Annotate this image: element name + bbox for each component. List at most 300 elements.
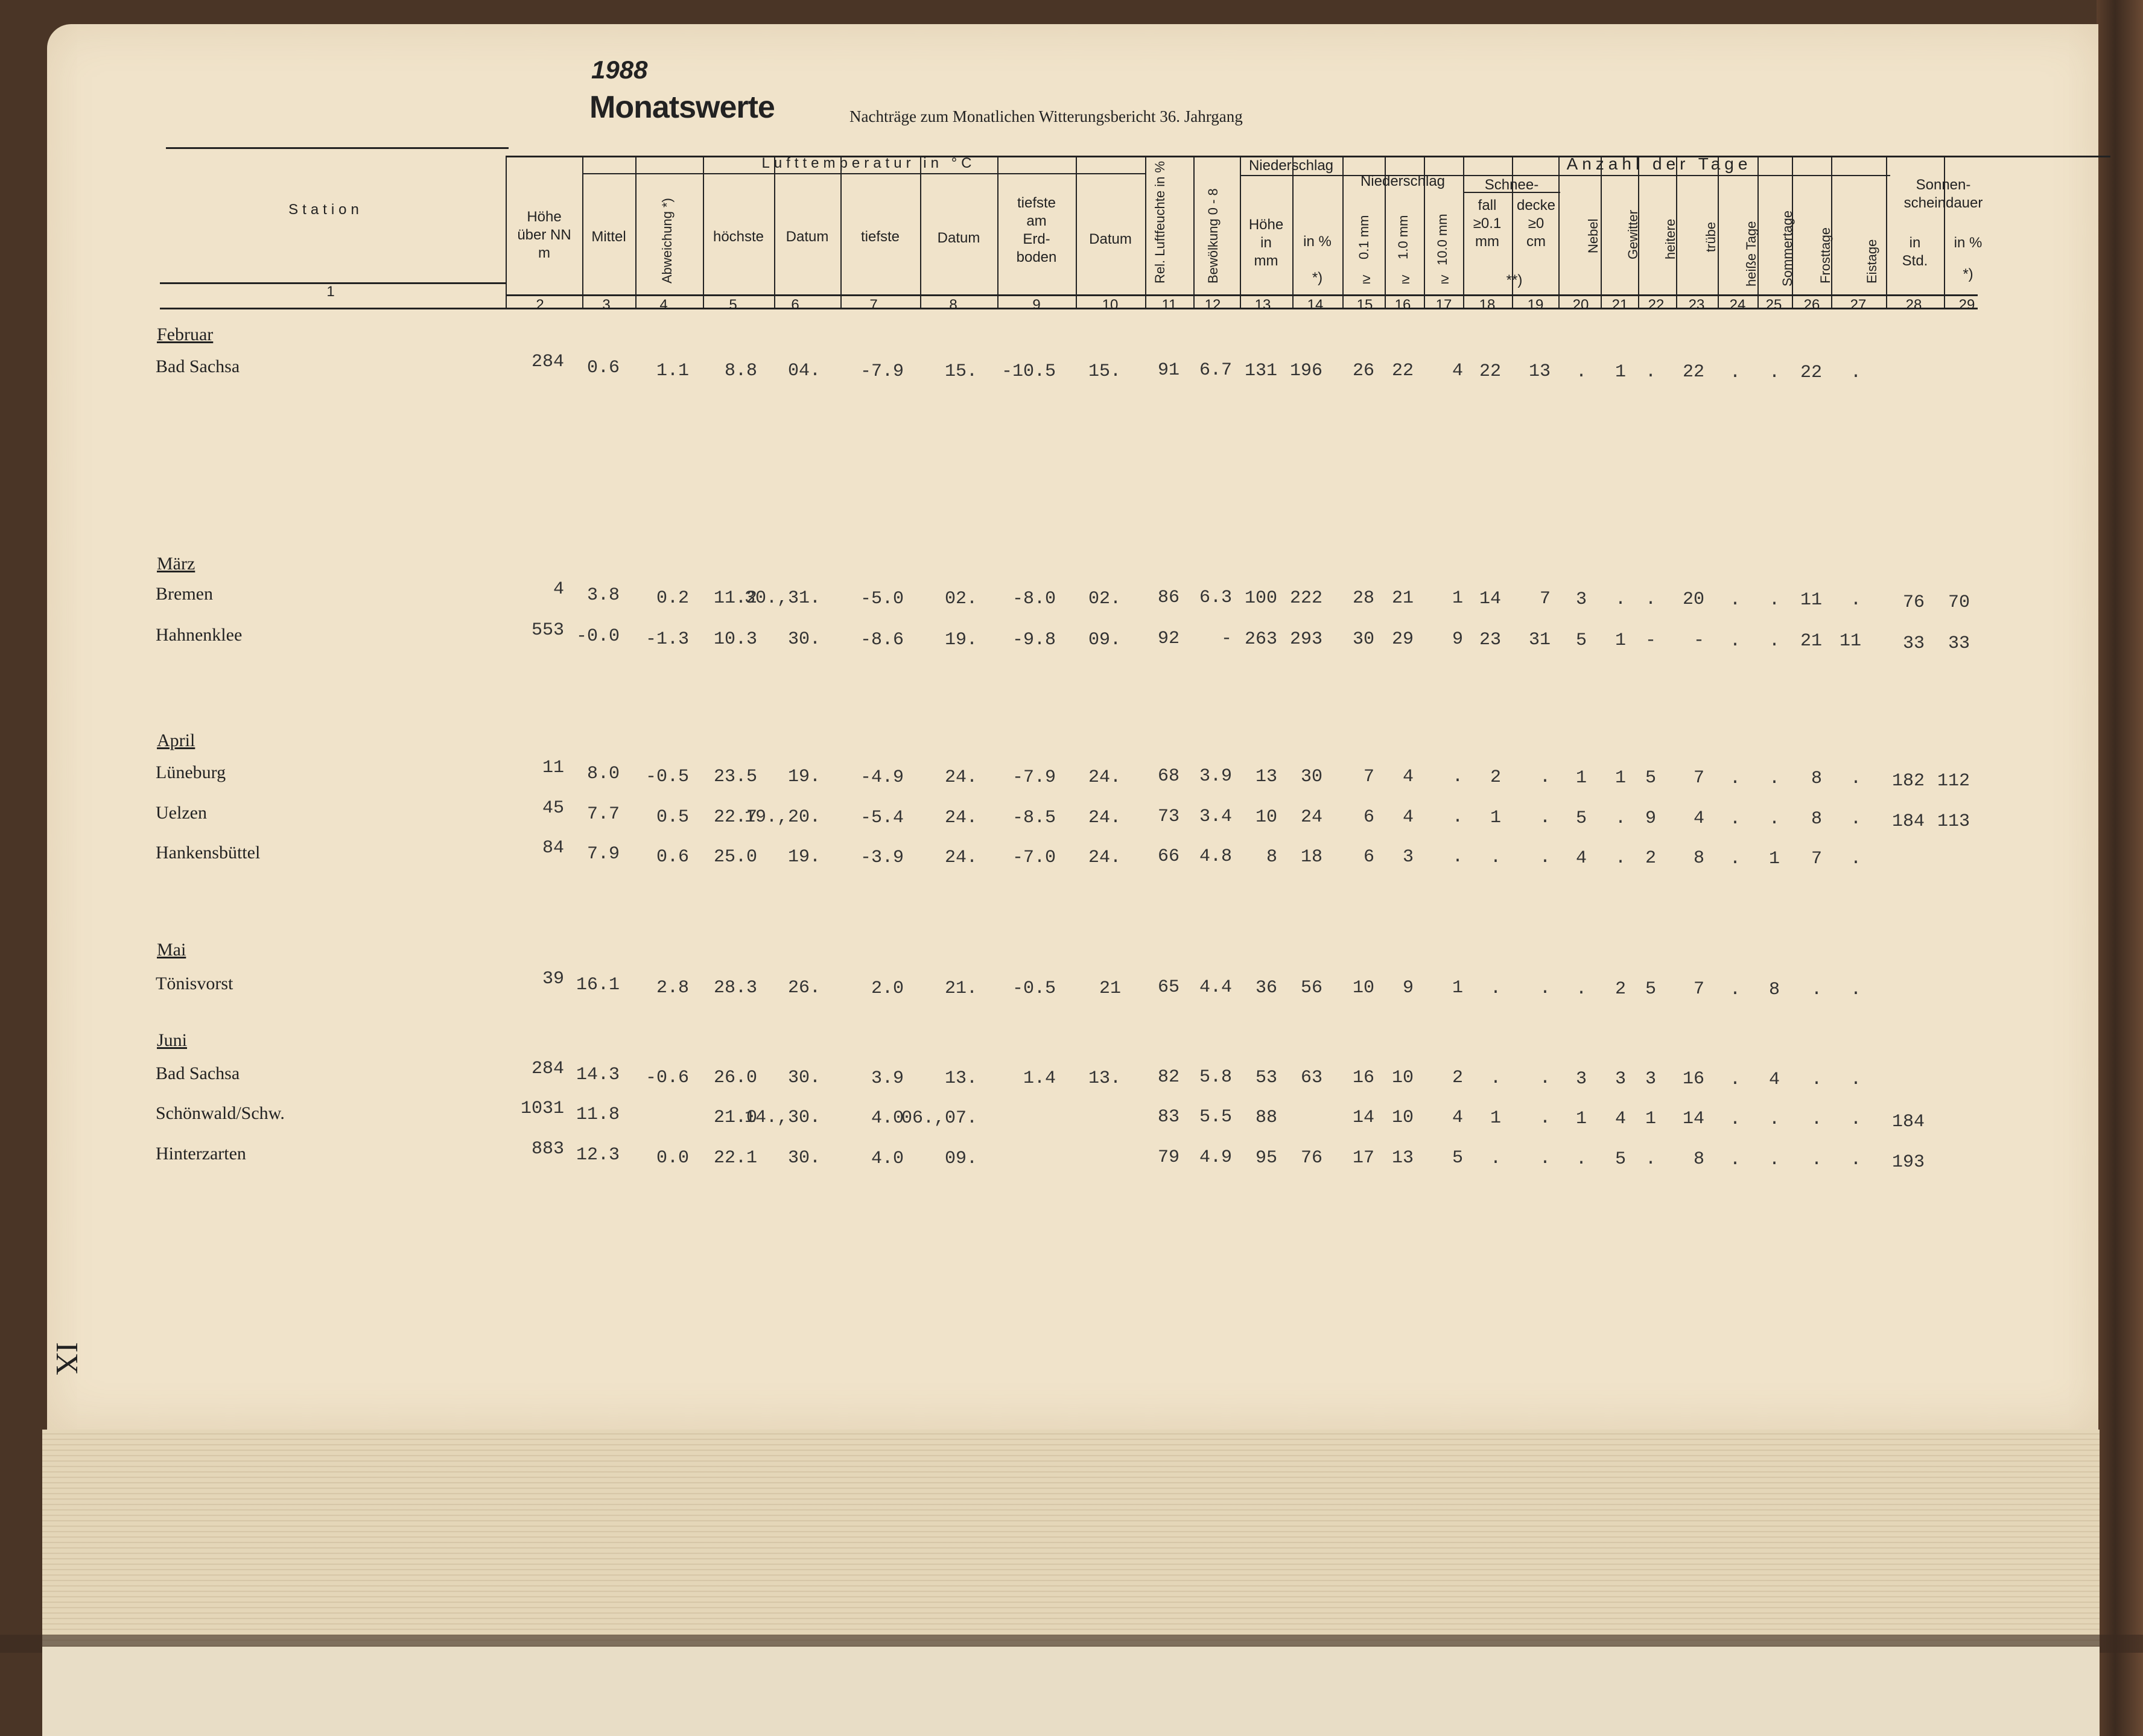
table-cell: 45: [542, 798, 564, 819]
table-cell: 36: [1255, 978, 1277, 998]
month-heading-mai: Mai: [157, 940, 186, 960]
table-cell: 76: [1902, 592, 1925, 613]
table-cell: .: [1850, 590, 1861, 610]
table-cell: .: [1811, 1150, 1822, 1170]
page-edges: [42, 1430, 2100, 1647]
table-cell: 1.1: [656, 361, 689, 381]
table-cell: 14.3: [576, 1065, 620, 1085]
table-cell: 3.9: [1199, 766, 1232, 787]
table-cell: 14: [1682, 1109, 1704, 1129]
table-cell: -: [1645, 630, 1656, 651]
table-cell: 4.0: [871, 1108, 904, 1129]
table-cell: 22.7: [713, 807, 757, 828]
table-cell: 182: [1891, 771, 1925, 791]
column-number-11: 11: [1161, 297, 1177, 313]
frosttage-header: Frosttage: [1818, 227, 1833, 284]
column-number-22: 22: [1648, 297, 1665, 313]
column-number-18: 18: [1479, 297, 1496, 313]
table-cell: 7: [1363, 767, 1374, 787]
table-cell: 1: [1614, 630, 1626, 651]
table-cell: 19.: [944, 630, 977, 650]
table-cell: 30.: [787, 629, 821, 650]
rel-luftfeuchte-header: Rel. Luftfeuchte in %: [1152, 160, 1167, 284]
column-number-25: 25: [1765, 297, 1782, 313]
column-number-24: 24: [1729, 297, 1746, 313]
table-cell: 284: [531, 352, 564, 372]
hoehe-header: Höhe über NN m: [517, 209, 571, 261]
table-cell: 30.: [787, 1068, 821, 1088]
temp-group-rule: [582, 173, 1145, 174]
table-cell: .: [1729, 849, 1741, 869]
column-number-29: 29: [1958, 297, 1975, 313]
sommertage-header: Sommertage: [1780, 211, 1795, 287]
tiefste-header: tiefste: [860, 229, 900, 245]
table-cell: 883: [531, 1139, 564, 1159]
table-cell: 8: [1693, 848, 1704, 869]
sonnen-header: Sonnen- scheindauer: [1903, 177, 1983, 211]
table-cell: .: [1645, 1149, 1656, 1170]
station-header: Station: [288, 201, 363, 218]
column-number-7: 7: [869, 297, 878, 313]
table-cell: 19.: [787, 767, 821, 787]
table-cell: 0.2: [656, 588, 689, 609]
table-cell: .: [1811, 980, 1822, 1000]
table-cell: 5: [1614, 1149, 1626, 1170]
ns-hoehe-header: Höhe in mm: [1248, 217, 1284, 269]
table-cell: 11: [542, 758, 564, 778]
table-cell: -0.5: [645, 767, 689, 787]
table-cell: .: [1729, 1150, 1741, 1170]
table-cell: 24.: [1088, 767, 1121, 788]
column-number-19: 19: [1527, 297, 1544, 313]
table-cell: 28: [1352, 588, 1374, 609]
table-cell: .: [1768, 768, 1780, 789]
table-cell: 06.,07.: [901, 1108, 977, 1129]
table-cell: 86: [1157, 588, 1179, 608]
station-name: Hankensbüttel: [156, 843, 261, 863]
table-cell: 30: [1352, 629, 1374, 650]
ns-group-rule: [1240, 175, 1342, 176]
table-cell: 13.: [1088, 1068, 1121, 1089]
table-cell: 4: [1614, 1109, 1626, 1129]
table-cell: 4.4: [1199, 977, 1232, 998]
table-cell: 24: [1300, 807, 1322, 828]
heisse-tage-header: heiße Tage: [1744, 221, 1759, 287]
table-cell: -9.8: [1012, 630, 1056, 650]
table-cell: 3: [1614, 1069, 1626, 1089]
table-cell: .: [1768, 1109, 1780, 1130]
table-cell: .: [1850, 1109, 1861, 1130]
table-cell: 4.0: [871, 1148, 904, 1169]
column-number-20: 20: [1572, 297, 1589, 313]
table-cell: 79: [1157, 1147, 1179, 1168]
table-cell: 4.8: [1199, 846, 1232, 867]
table-cell: 11.2: [713, 588, 757, 609]
book-cover-edge: [2097, 0, 2143, 1736]
column-number-27: 27: [1850, 297, 1867, 313]
table-cell: 09.: [1088, 630, 1121, 650]
table-cell: 131: [1244, 361, 1277, 381]
table-cell: 184: [1891, 811, 1925, 832]
table-cell: 21: [1391, 588, 1414, 609]
table-cell: -4.9: [860, 767, 904, 788]
table-cell: 9: [1452, 629, 1463, 650]
table-cell: 1: [1614, 362, 1626, 382]
table-cell: 293: [1289, 629, 1322, 650]
bewoelkung-header: Bewölkung 0 - 8: [1205, 188, 1221, 284]
table-cell: 66: [1157, 846, 1179, 867]
table-cell: 6: [1363, 847, 1374, 867]
table-cell: .: [1850, 363, 1861, 383]
table-cell: 4.9: [1199, 1147, 1232, 1168]
gewitter-header: Gewitter: [1625, 210, 1640, 259]
ge-symbol: ≥: [1362, 271, 1371, 287]
table-cell: .: [1850, 980, 1861, 1000]
mittel-header: Mittel: [591, 229, 626, 245]
table-cell: 25.0: [713, 847, 757, 867]
table-cell: 20: [1682, 589, 1704, 610]
table-cell: 21: [1099, 978, 1121, 999]
station-name: Bad Sachsa: [156, 356, 240, 376]
table-cell: -7.0: [1012, 847, 1056, 868]
table-cell: 84: [542, 838, 564, 858]
table-cell: -8.5: [1012, 808, 1056, 828]
table-cell: 15.: [944, 361, 977, 382]
table-cell: 30.,31.: [744, 588, 821, 609]
table-cell: 88: [1255, 1107, 1277, 1128]
table-cell: 7.7: [586, 804, 620, 825]
column-number-26: 26: [1803, 297, 1820, 313]
column-number-21: 21: [1611, 297, 1628, 313]
table-cell: 2: [1490, 767, 1501, 788]
column-divider: [1193, 156, 1195, 308]
table-cell: .: [1811, 1109, 1822, 1130]
niederschlag-header: Niederschlag: [1248, 157, 1334, 174]
datum-header-3: Datum: [1089, 231, 1132, 247]
table-cell: 16.1: [576, 975, 620, 995]
table-cell: 7.9: [586, 844, 620, 864]
star-note-14: *): [1312, 270, 1323, 286]
table-cell: .: [1614, 848, 1626, 869]
table-cell: 16: [1352, 1068, 1374, 1088]
table-cell: 100: [1244, 588, 1277, 609]
table-cell: 02.: [944, 589, 977, 609]
table-cell: 24.: [1088, 808, 1121, 828]
table-cell: 6: [1363, 807, 1374, 828]
table-cell: -: [1693, 630, 1704, 651]
table-cell: 6.3: [1199, 588, 1232, 608]
table-cell: 5: [1575, 808, 1587, 829]
column-number-1: 1: [326, 284, 335, 300]
table-cell: 33: [1902, 633, 1925, 654]
column-number-2: 2: [536, 297, 544, 313]
column-number-23: 23: [1688, 297, 1705, 313]
table-cell: 9: [1645, 808, 1656, 829]
table-cell: 4: [1402, 767, 1414, 787]
station-name: Bremen: [156, 584, 213, 604]
table-cell: 3: [1575, 1069, 1587, 1089]
table-cell: 10: [1352, 978, 1374, 998]
table-cell: 3.8: [586, 585, 620, 606]
table-cell: 8.8: [724, 361, 757, 381]
table-cell: .: [1575, 362, 1587, 382]
table-cell: 73: [1157, 806, 1179, 827]
station-name: Bad Sachsa: [156, 1063, 240, 1083]
lufttemperatur-header: Lufttemperatur in °C: [761, 155, 976, 171]
table-cell: 18: [1300, 847, 1322, 867]
table-cell: 8: [1811, 809, 1822, 829]
heitere-header: heitere: [1663, 218, 1678, 259]
table-cell: 1: [1452, 588, 1463, 609]
year-heading: 1988: [591, 55, 648, 84]
table-cell: 76: [1300, 1148, 1322, 1168]
table-cell: 31: [1528, 630, 1551, 650]
table-cell: .: [1539, 1148, 1551, 1169]
table-cell: 65: [1157, 977, 1179, 998]
table-cell: 1: [1575, 1109, 1587, 1129]
table-cell: 24.: [944, 847, 977, 868]
schneedecke-header: decke ≥0 cm: [1516, 197, 1556, 250]
table-cell: 22: [1800, 363, 1822, 383]
table-cell: 7: [1811, 849, 1822, 869]
table-cell: 8: [1768, 980, 1780, 1000]
month-heading-april: April: [157, 730, 195, 750]
table-cell: .: [1575, 979, 1587, 999]
table-cell: .: [1539, 1108, 1551, 1129]
table-cell: 22: [1479, 361, 1501, 382]
table-cell: 10: [1255, 807, 1277, 828]
table-cell: 1: [1575, 768, 1587, 788]
page-subtitle: Nachträge zum Monatlichen Witterungsbericht 36. Jahrgang: [849, 107, 1243, 125]
table-cell: 26.0: [713, 1068, 757, 1088]
table-cell: 10.3: [713, 629, 757, 650]
table-cell: 263: [1244, 629, 1277, 650]
table-cell: 53: [1255, 1068, 1277, 1088]
table-cell: 29: [1391, 629, 1414, 650]
table-cell: 24.: [944, 767, 977, 788]
ns-10-header: 1.0 mm: [1395, 215, 1411, 259]
table-cell: 12.3: [576, 1145, 620, 1165]
table-cell: 1: [1768, 849, 1780, 869]
table-cell: 7: [1539, 589, 1551, 609]
station-name: Tönisvorst: [156, 974, 233, 993]
table-cell: 553: [531, 620, 564, 641]
table-cell: .: [1490, 1068, 1501, 1089]
table-cell: 284: [531, 1059, 564, 1079]
table-cell: .: [1768, 631, 1780, 651]
table-cell: 6.7: [1199, 360, 1232, 381]
table-cell: 10: [1391, 1068, 1414, 1088]
table-cell: 5.5: [1199, 1107, 1232, 1127]
table-cell: 4: [1402, 807, 1414, 828]
table-cell: 5: [1645, 979, 1656, 999]
in-prozent-header: in %: [1303, 233, 1332, 250]
table-cell: 22.1: [713, 1148, 757, 1168]
column-number-16: 16: [1394, 297, 1411, 313]
table-cell: 1: [1490, 808, 1501, 828]
tiefste-erdboden-header: tiefste am Erd- boden: [1016, 195, 1057, 265]
abweichung-header: Abweichung *): [659, 198, 675, 284]
table-cell: 8: [1693, 1149, 1704, 1170]
cover-bottom: [42, 1647, 2100, 1736]
table-cell: -0.5: [1012, 978, 1056, 999]
table-cell: .: [1768, 590, 1780, 610]
table-cell: 0.6: [656, 847, 689, 867]
table-cell: 1031: [520, 1098, 564, 1119]
station-name: Uelzen: [156, 803, 207, 823]
table-cell: .: [1729, 980, 1741, 1000]
table-cell: 193: [1891, 1152, 1925, 1173]
page-number: IX: [49, 1342, 84, 1375]
table-cell: 04.: [787, 361, 821, 381]
table-cell: 9: [1402, 978, 1414, 998]
table-cell: .: [1768, 809, 1780, 829]
table-cell: 5: [1645, 768, 1656, 788]
table-cell: 0.5: [656, 807, 689, 828]
table-cell: 8: [1811, 768, 1822, 789]
table-cell: 11: [1839, 631, 1861, 651]
table-cell: 1: [1490, 1108, 1501, 1129]
table-cell: 17: [1352, 1148, 1374, 1168]
table-cell: 4: [553, 579, 564, 600]
table-cell: 39: [542, 969, 564, 989]
column-divider: [1145, 156, 1146, 308]
table-cell: 7: [1693, 979, 1704, 999]
table-cell: 24.: [1088, 847, 1121, 868]
table-cell: 22: [1391, 361, 1414, 381]
table-cell: 5: [1575, 630, 1587, 651]
table-cell: .: [1614, 589, 1626, 610]
column-number-17: 17: [1435, 297, 1452, 313]
station-name: Lüneburg: [156, 762, 226, 782]
table-cell: .: [1575, 1149, 1587, 1170]
table-cell: 68: [1157, 766, 1179, 787]
table-cell: 13: [1255, 767, 1277, 787]
column-number-5: 5: [729, 297, 737, 313]
column-number-28: 28: [1905, 297, 1922, 313]
table-cell: .: [1729, 768, 1741, 789]
table-cell: 10: [1391, 1107, 1414, 1128]
table-cell: 3: [1402, 847, 1414, 867]
table-cell: 63: [1300, 1068, 1322, 1088]
column-number-14: 14: [1307, 297, 1324, 313]
table-cell: 4: [1768, 1069, 1780, 1090]
table-cell: -5.4: [860, 808, 904, 828]
table-cell: 91: [1157, 360, 1179, 381]
table-cell: 92: [1157, 629, 1179, 649]
table-cell: -8.6: [860, 630, 904, 650]
table-cell: -3.9: [860, 847, 904, 868]
table-cell: 13: [1528, 361, 1551, 382]
table-cell: 184: [1891, 1112, 1925, 1132]
column-divider: [635, 156, 637, 308]
table-cell: .: [1539, 808, 1551, 828]
nebel-header: Nebel: [1586, 218, 1601, 253]
column-number-6: 6: [791, 297, 799, 313]
table-cell: .: [1614, 808, 1626, 829]
table-cell: 2.0: [871, 978, 904, 999]
table-cell: .: [1768, 363, 1780, 383]
table-cell: .: [1645, 589, 1656, 610]
table-cell: -0.0: [576, 626, 620, 647]
column-number-15: 15: [1356, 297, 1373, 313]
table-cell: 1: [1452, 978, 1463, 998]
table-cell: 2: [1645, 848, 1656, 869]
ns-01-header: 0.1 mm: [1356, 215, 1371, 259]
table-cell: 4: [1575, 848, 1587, 869]
table-cell: 11: [1800, 590, 1822, 610]
table-cell: 02.: [1088, 589, 1121, 609]
table-cell: 26: [1352, 361, 1374, 381]
table-cell: 4: [1693, 808, 1704, 829]
table-cell: 13: [1391, 1148, 1414, 1168]
page-title: Monatswerte: [589, 90, 775, 125]
table-cell: 28.3: [713, 978, 757, 998]
table-cell: 1: [1645, 1109, 1656, 1129]
table-cell: .: [1729, 809, 1741, 829]
table-cell: 1: [1614, 768, 1626, 788]
table-cell: 14.,30.: [744, 1107, 821, 1128]
table-cell: .: [1850, 809, 1861, 829]
table-cell: -10.5: [1001, 361, 1056, 382]
column-number-10: 10: [1102, 297, 1119, 313]
table-cell: 8: [1266, 847, 1277, 867]
schnee-header: Schnee-: [1484, 177, 1539, 193]
table-cell: 21.0: [713, 1107, 757, 1128]
table-cell: 7: [1693, 768, 1704, 788]
doublestar-note: **): [1506, 272, 1523, 288]
table-cell: .: [1729, 590, 1741, 610]
table-cell: .: [1729, 1109, 1741, 1130]
table-cell: 23.5: [713, 767, 757, 787]
header-rule-top: [166, 147, 509, 149]
table-cell: 1.4: [1023, 1068, 1056, 1089]
table-cell: 56: [1300, 978, 1322, 998]
datum-header-2: Datum: [937, 230, 980, 246]
datum-header-1: Datum: [786, 229, 829, 245]
table-cell: 5.8: [1199, 1067, 1232, 1088]
table-cell: 26.: [787, 978, 821, 998]
table-cell: 2.8: [656, 978, 689, 998]
table-cell: 222: [1289, 588, 1322, 609]
table-cell: .: [1729, 1069, 1741, 1090]
table-cell: 3.4: [1199, 806, 1232, 827]
table-cell: .: [1539, 1068, 1551, 1089]
table-cell: .: [1811, 1069, 1822, 1090]
table-cell: .: [1539, 978, 1551, 999]
table-cell: -7.9: [1012, 767, 1056, 788]
table-cell: 16: [1682, 1069, 1704, 1089]
table-cell: 4: [1452, 1107, 1463, 1128]
ns-days-header: Niederschlag: [1360, 173, 1446, 189]
table-cell: 21: [1800, 631, 1822, 651]
column-number-4: 4: [659, 297, 668, 313]
column-divider: [506, 156, 507, 308]
column-number-8: 8: [949, 297, 957, 313]
table-cell: -: [1221, 629, 1232, 649]
table-cell: -8.0: [1012, 589, 1056, 609]
table-cell: .: [1490, 1148, 1501, 1169]
table-cell: 19.: [787, 847, 821, 867]
table-cell: .: [1850, 768, 1861, 789]
table-cell: 2: [1614, 979, 1626, 999]
table-cell: 23: [1479, 630, 1501, 650]
table-cell: 82: [1157, 1067, 1179, 1088]
hoechste-header: höchste: [713, 229, 764, 245]
table-cell: -1.3: [645, 629, 689, 650]
anzahl-der-tage-header: Anzahl der Tage: [1566, 154, 1752, 173]
table-cell: 5: [1452, 1148, 1463, 1168]
